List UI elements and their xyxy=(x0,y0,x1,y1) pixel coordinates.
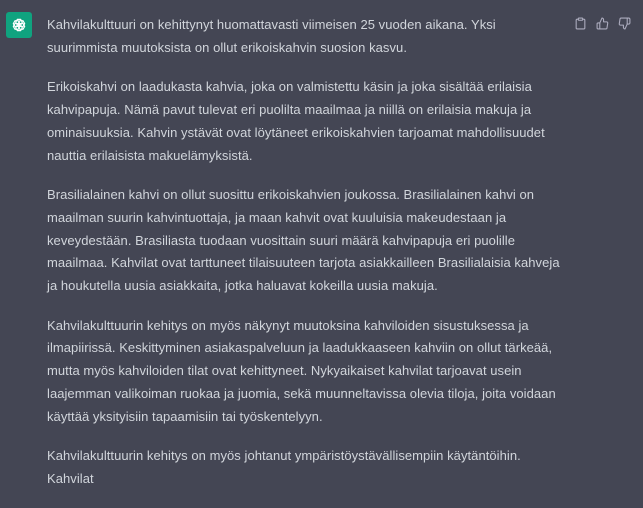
openai-logo-icon xyxy=(10,16,28,34)
thumbs-down-button[interactable] xyxy=(615,14,633,32)
message-paragraph: Kahvilakulttuurin kehitys on myös näkynyt muutoksina kahviloiden sisustuksessa ja ilmapiirissä. Keskittyminen asiakaspalveluun ja laadukkaaseen kahviin on ollut tärkeää, mutta myös kahviloiden tilat ovat kehittyneet. Nykyaikaiset kahvilat tarjoavat usein laajemman valikoiman ruokaa ja juomia, sekä muunneltavissa olevia tiloja, joita voidaan käyttää yksityisiin tapaamisiin tai työskentelyyn. xyxy=(47,317,556,424)
message-content xyxy=(47,14,562,508)
thumbs-down-icon xyxy=(618,17,631,30)
thumbs-up-icon xyxy=(596,17,609,30)
clipboard-icon xyxy=(574,17,587,30)
thumbs-up-button[interactable] xyxy=(593,14,611,32)
copy-button[interactable] xyxy=(571,14,589,32)
message-paragraph: Erikoiskahvi on laadukasta kahvia, joka on valmistettu käsin ja joka sisältää erilaisia kahvipapuja. Nämä pavut tulevat eri puolilta maailmaa ja niillä on erilaisia makuja ja ominaisuuksia. Kahvin ystävät ovat löytäneet erikoiskahvien tarjoamat mahdollisuudet nauttia erilaisista makuelämyksistä. xyxy=(47,79,545,163)
message-actions xyxy=(571,14,633,32)
message-paragraph: Kahvilakulttuuri on kehittynyt huomattavasti viimeisen 25 vuoden aikana. Yksi suurimmista muutoksista on ollut erikoiskahvin suosion kasvu. xyxy=(47,17,496,55)
message-paragraph: Brasilialainen kahvi on ollut suosittu erikoiskahvien joukossa. Brasilialainen kahvi on maailman suurin kahvintuottaja, ja maan kahvit ovat kuuluisia makeudestaan ja keveydestään. Brasiliasta tuodaan vuosittain suuri määrä kahvipapuja eri puolille maailmaa. Kahvilat ovat tarttuneet tilaisuuteen tarjota asiakkailleen Brasilialaisia kahveja ja houkutella uusia asiakkaita, jotka haluavat kokeilla uusia makuja. xyxy=(47,187,560,294)
message-paragraph: Kahvilakulttuurin kehitys on myös johtanut ympäristöystävällisempiin käytäntöihin. Kahvilat xyxy=(47,448,521,486)
assistant-avatar xyxy=(6,12,32,38)
